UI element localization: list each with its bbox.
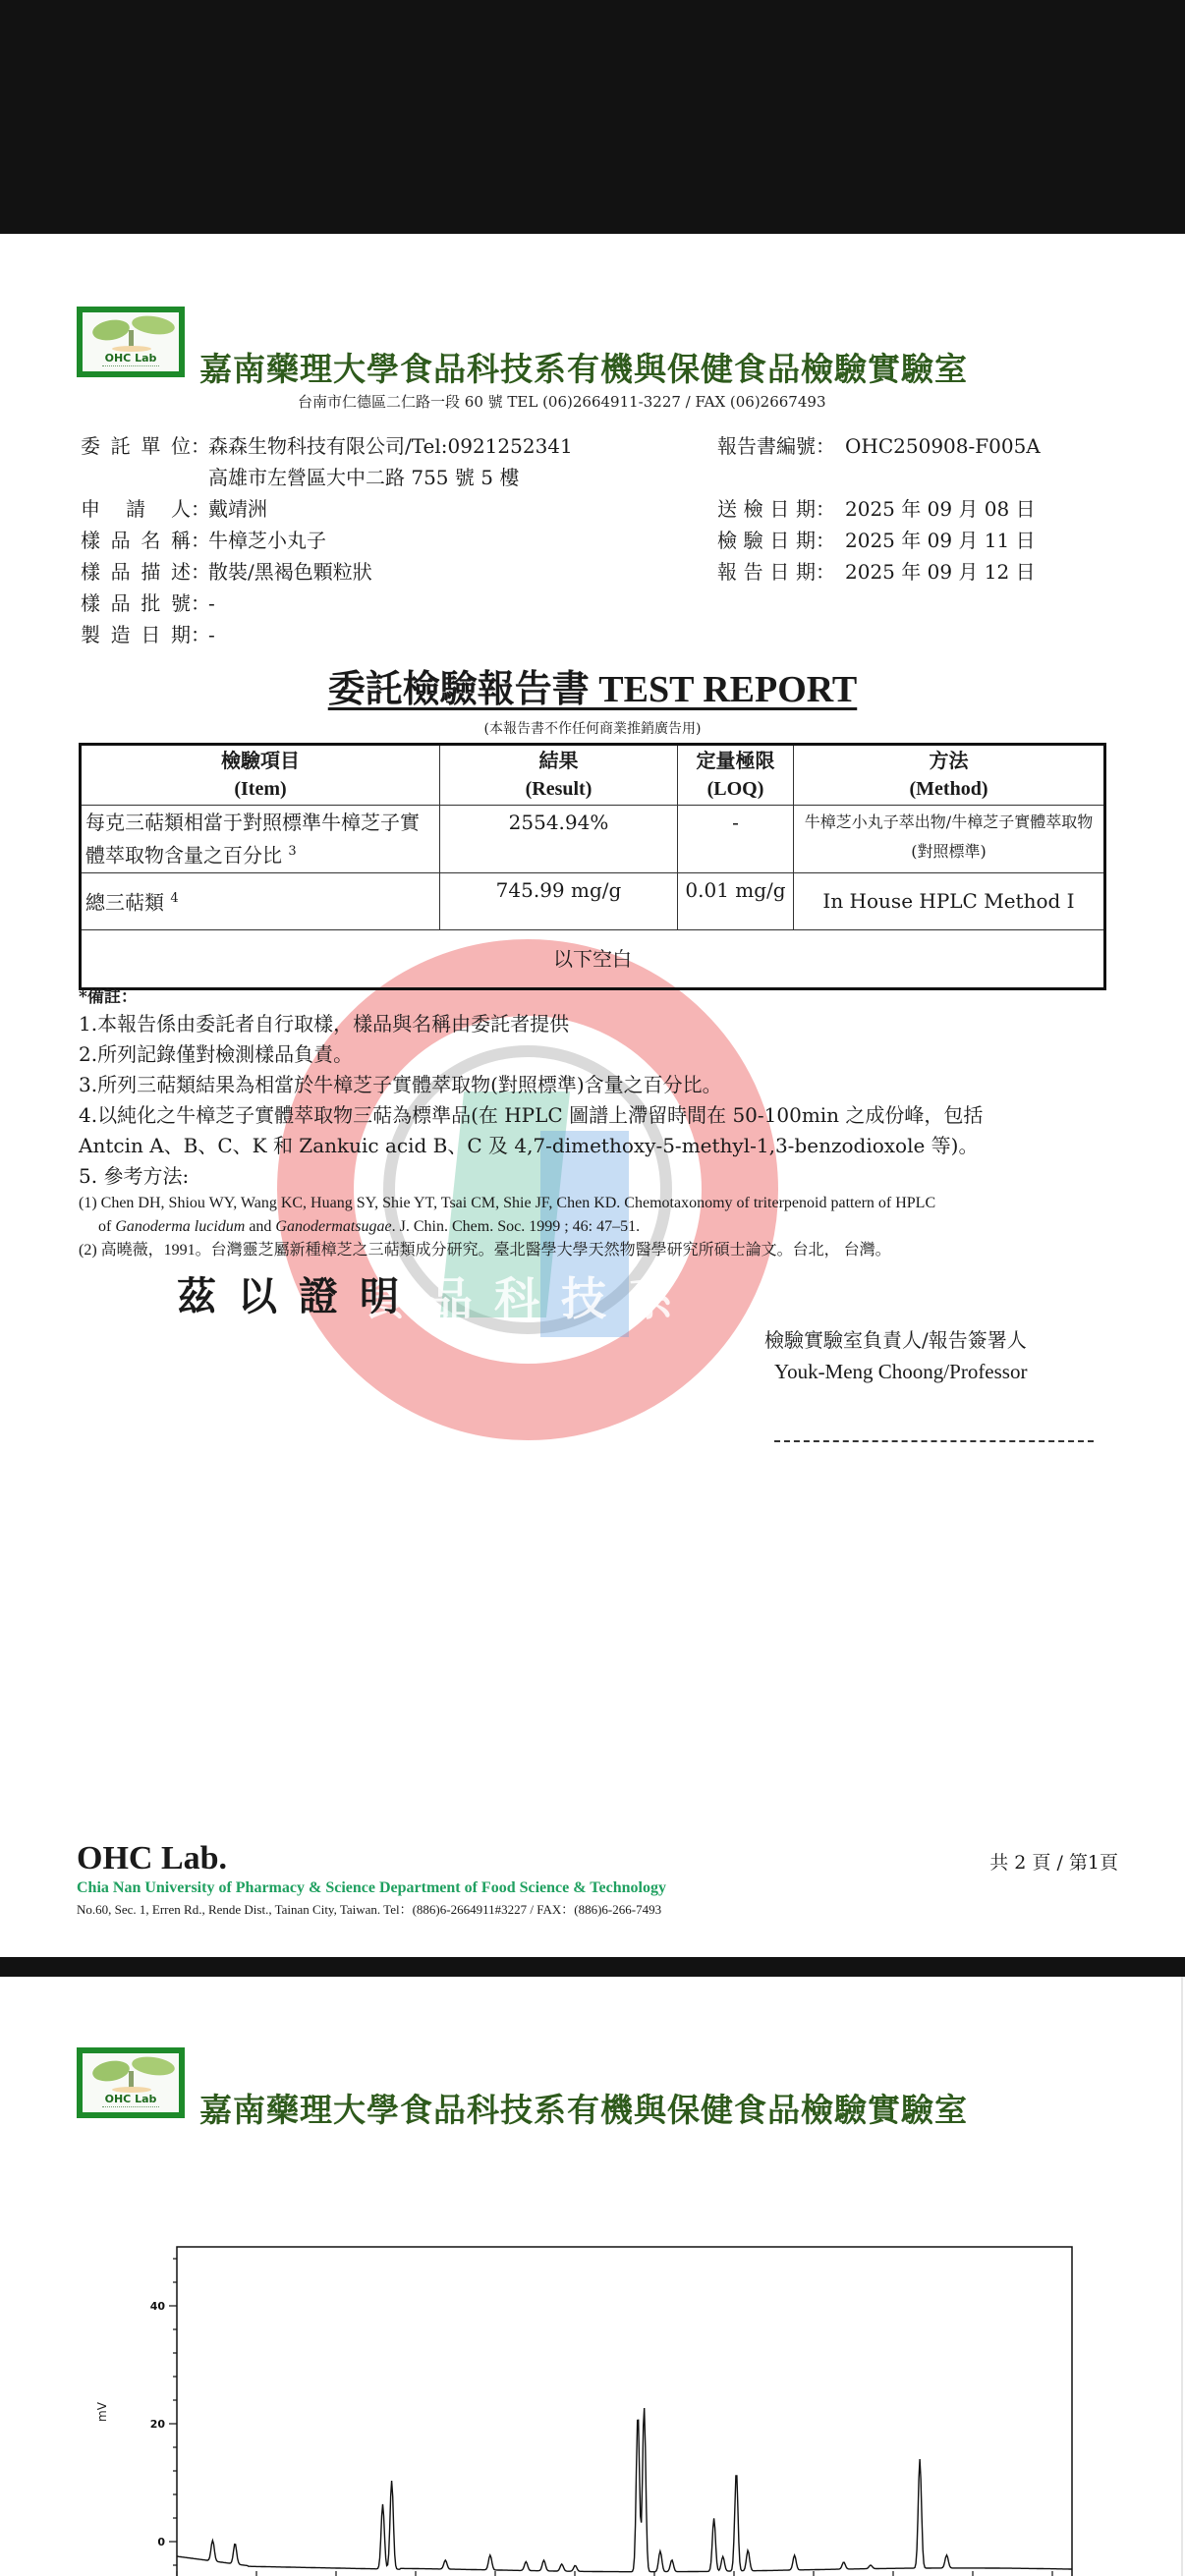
page-divider — [0, 1957, 1185, 1977]
svg-text:20: 20 — [149, 2418, 165, 2431]
table-blank-row: 以下空白 — [81, 929, 1105, 988]
signatory: 檢驗實驗室負責人/報告簽署人 Youk-Meng Choong/Professor — [764, 1328, 1028, 1383]
col-item: 檢驗項目 (Item) — [81, 745, 440, 806]
col-method: 方法 (Method) — [794, 745, 1105, 806]
note-4-cont: Antcin A、B、C、K 和 Zankuic acid B、C 及 4,7-dimethoxy-5-methyl-1,3-benzodioxole 等)。 — [79, 1134, 979, 1157]
table-row: 總三萜類 $^4$ 745.99 mg/g 0.01 mg/g In House HPLC Method I — [81, 872, 1105, 929]
report-title: 委託檢驗報告書 TEST REPORT — [327, 669, 858, 710]
svg-text:0: 0 — [157, 2536, 165, 2548]
reference-1: (1) Chen DH, Shiou WY, Wang KC, Huang SY, Shie YT, Tsai CM, Shie JF, Chen KD. Chemotaxonomy of triterpenoid pattern of HPLC — [79, 1195, 936, 1211]
remarks: *備註： 1.本報告係由委託者自行取樣，樣品與名稱由委託者提供 2.所列記錄僅對檢測樣品負責。 3.所列三萜類結果為相當於牛樟芝子實體萃取物(對照標準)含量之百分比。 4.以純化之牛樟芝子實體萃取物三萜為標準品(在 HPLC 圖譜上滯留時間在 50-100min 之成份峰，包括 Antcin A、B、C、K 和 Zankuic acid B、C 及 4,7-dimethoxy-5-methyl-1,3-benzodioxole 等)。 5. 參考方法: (1) Chen DH, Shiou WY, Wang KC, Huang SY, Shie YT, Tsai CM, Shie JF, Chen KD. Chemotaxonomy of triterpenoid pattern of HPLC of Ganoderma lucidum and Ganodermatsugae. J. Chin. Chem. Soc. 1999 ; 46: 47–51. (2) 高曉薇，1991。台灣靈芝屬新種樟芝之三萜類成分研究。臺北醫學大學天然物醫學研究所碩士論文。台北， 台灣。 — [79, 985, 1110, 1262]
svg-text:40: 40 — [149, 2300, 165, 2313]
table-row: 每克三萜類相當于對照標準牛樟芝子實體萃取物含量之百分比 $^3$ 2554.94% - 牛樟芝小丸子萃出物/牛樟芝子實體萃取物(對照標準) — [81, 806, 1105, 873]
hplc-chromatogram — [0, 1977, 1185, 2576]
info-row-mfg-date: 製造日期 ： - — [81, 623, 215, 646]
lab-title: 嘉南藥理大學食品科技系有機與保健食品檢驗實驗室 — [199, 350, 968, 388]
signature-line — [774, 1440, 1094, 1442]
reference-1-cont: of Ganoderma lucidum and Ganodermatsugae. J. Chin. Chem. Soc. 1999 ; 46: 47–51. — [98, 1218, 641, 1235]
info-row-client: 委託單位 ： 森森生物科技有限公司/Tel:0921252341 — [81, 434, 573, 458]
submit-date: 送檢日期 ： 2025 年 09 月 08 日 — [717, 497, 1036, 521]
note-2: 2.所列記錄僅對檢測樣品負責。 — [79, 1042, 354, 1066]
certification-statement: 茲以證明 — [177, 1273, 421, 1319]
col-result: 結果 (Result) — [440, 745, 678, 806]
page-footer: OHC Lab. Chia Nan University of Pharmacy & Science Department of Food Science & Technology No.60, Sec. 1, Erren Rd., Rende Dist., Tainan City, Taiwan. Tel：(886)6-2664911#3227 / FAX：(886)6-266-7493 共 2 頁 / 第1頁 — [77, 1840, 1118, 1917]
client-info — [81, 430, 573, 650]
ohc-lab-logo: OHC Lab — [77, 307, 185, 377]
note-3: 3.所列三萜類結果為相當於牛樟芝子實體萃取物(對照標準)含量之百分比。 — [79, 1073, 722, 1096]
info-row-sample-desc: 樣品描述 ： 散裝/黑褐色顆粒狀 — [81, 560, 372, 584]
page-number: 共 2 頁 / 第1頁 — [989, 1852, 1118, 1874]
lab-address: 台南市仁德區二仁路一段 60 號 TEL (06)2664911-3227 / FAX (06)2667493 — [298, 393, 826, 411]
info-row-batch: 樣品批號 ： - — [81, 591, 215, 615]
table-header-row — [81, 745, 1105, 806]
col-loq: 定量極限 (LOQ) — [678, 745, 794, 806]
note-1: 1.本報告係由委託者自行取樣，樣品與名稱由委託者提供 — [79, 1012, 570, 1036]
info-row-sample-name: 樣品名稱 ： 牛樟芝小丸子 — [81, 529, 326, 552]
test-date: 檢驗日期 ： 2025 年 09 月 11 日 — [717, 529, 1036, 552]
report-number: 報告書編號 ： OHC250908-F005A — [717, 434, 1041, 458]
y-axis-label: mV — [95, 2402, 109, 2422]
info-row-client-address: 高雄市左營區大中二路 755 號 5 樓 — [208, 466, 520, 489]
university-seal-watermark: 食品科技系 — [277, 939, 778, 1440]
report-date: 報告日期 ： 2025 年 09 月 12 日 — [717, 560, 1036, 584]
report-page-2 — [0, 1977, 1185, 2576]
top-dark-band — [0, 0, 1185, 234]
ohc-lab-logo: OHC Lab — [77, 2047, 185, 2118]
lab-title: 嘉南藥理大學食品科技系有機與保健食品檢驗實驗室 — [199, 2091, 968, 2129]
note-5: 5. 參考方法: — [79, 1164, 190, 1188]
test-results-table — [79, 743, 1106, 990]
note-4: 4.以純化之牛樟芝子實體萃取物三萜為標準品(在 HPLC 圖譜上滯留時間在 50-100min 之成份峰，包括 — [79, 1103, 984, 1127]
report-page-1 — [0, 234, 1185, 1957]
info-row-applicant: 申 請 人 ： 戴靖洲 — [81, 497, 267, 521]
report-meta — [717, 430, 1041, 588]
lab-header — [77, 307, 1108, 411]
reference-2: (2) 高曉薇，1991。台灣靈芝屬新種樟芝之三萜類成分研究。臺北醫學大學天然物醫學研究所碩士論文。台北， 台灣。 — [79, 1242, 891, 1259]
report-disclaimer: (本報告書不作任何商業推銷廣告用) — [483, 721, 702, 737]
